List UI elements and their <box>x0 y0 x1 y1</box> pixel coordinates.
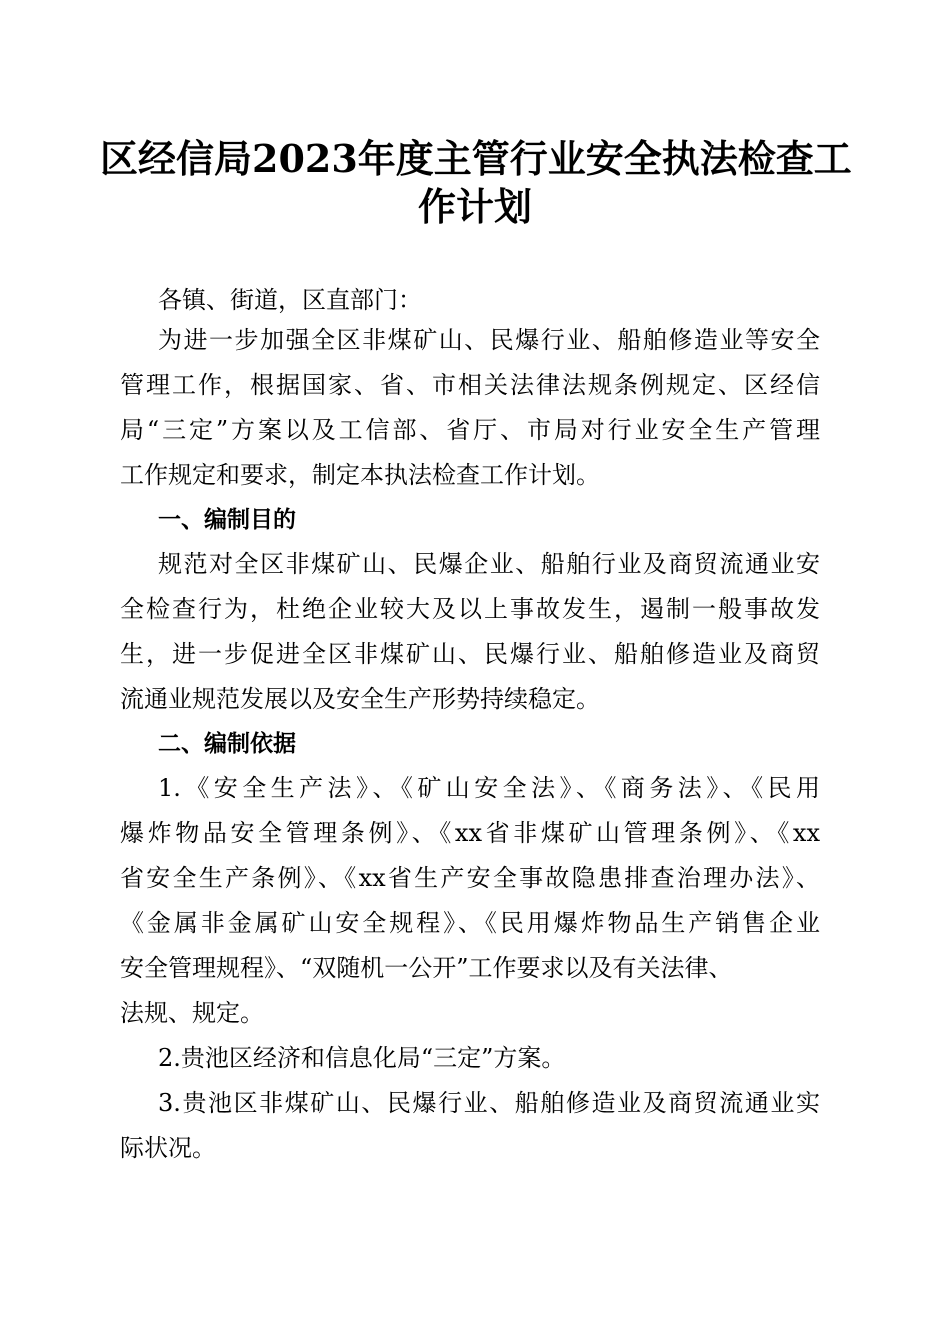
intro-line-4: 工作规定和要求，制定本执法检查工作计划。 <box>120 461 600 489</box>
section-2-item-1-line-5: 安全管理规程》、“双随机一公开”工作要求以及有关法律、 <box>120 954 733 982</box>
section-2-item-1-line-4: 《金属非金属矿山安全规程》、《民用爆炸物品生产销售企业 <box>120 909 820 937</box>
section-2-item-2: 2.贵池区经济和信息化局“三定”方案。 <box>158 1044 566 1072</box>
intro-line-3: 局“三定”方案以及工信部、省厅、市局对行业安全生产管理 <box>120 416 820 444</box>
salutation: 各镇、街道，区直部门： <box>158 286 422 314</box>
section-1-line-2: 全检查行为，杜绝企业较大及以上事故发生，遏制一般事故发 <box>120 595 820 623</box>
document-title-line-2: 作计划 <box>417 184 532 229</box>
intro-line-1: 为进一步加强全区非煤矿山、民爆行业、船舶修造业等安全 <box>158 326 820 354</box>
section-1-line-4: 流通业规范发展以及安全生产形势持续稳定。 <box>120 685 600 713</box>
section-2-item-1-line-2: 爆炸物品安全管理条例》、《xx省非煤矿山管理条例》、《xx <box>120 819 820 847</box>
section-1-line-3: 生，进一步促进全区非煤矿山、民爆行业、船舶修造业及商贸 <box>120 640 820 668</box>
section-2-item-3-line-2: 际状况。 <box>120 1134 216 1162</box>
section-2-item-1-line-6: 法规、规定。 <box>120 999 264 1027</box>
document-title-line-1: 区经信局2023年度主管行业安全执法检查工 <box>100 136 852 181</box>
section-2-item-1-line-3: 省安全生产条例》、《xx省生产安全事故隐患排查治理办法》、 <box>120 864 820 892</box>
section-2-item-1-line-1: 1.《安全生产法》、《矿山安全法》、《商务法》、《民用 <box>158 774 820 802</box>
section-2-item-3-line-1: 3.贵池区非煤矿山、民爆行业、船舶修造业及商贸流通业实 <box>158 1089 820 1117</box>
intro-line-2: 管理工作，根据国家、省、市相关法律法规条例规定、区经信 <box>120 371 820 399</box>
section-1-heading: 一、编制目的 <box>158 507 296 533</box>
section-1-line-1: 规范对全区非煤矿山、民爆企业、船舶行业及商贸流通业安 <box>158 550 820 578</box>
section-2-heading: 二、编制依据 <box>158 731 296 757</box>
